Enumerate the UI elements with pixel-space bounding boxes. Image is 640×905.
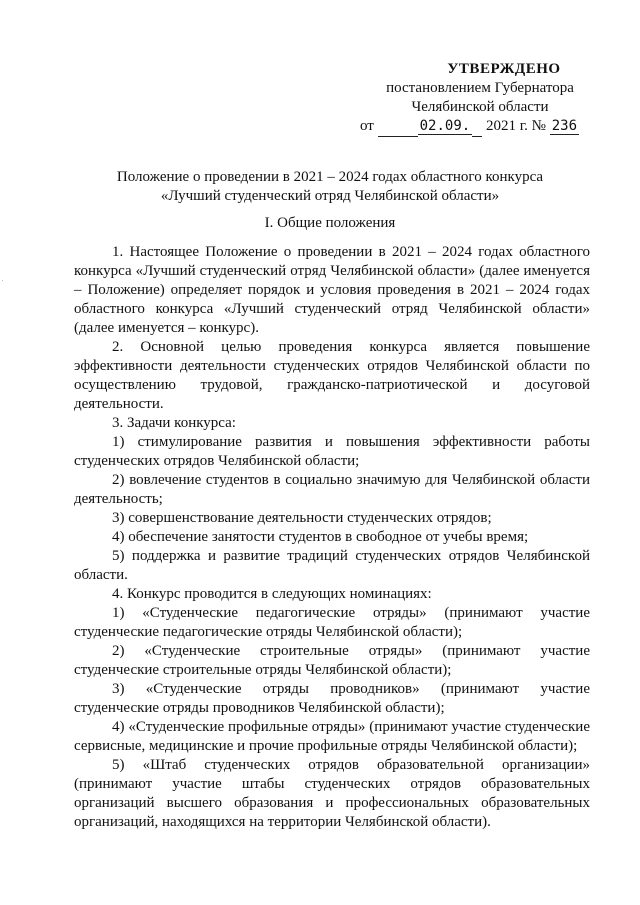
scan-artifact (2, 280, 3, 281)
approved-heading: УТВЕРЖДЕНО (447, 61, 561, 77)
list-item: 2) «Студенческие строительные отряды» (принимают участие студенческие строительные отряды Челябинской области); (74, 643, 590, 678)
title-line-2: «Лучший студенческий отряд Челябинской области» (160, 188, 500, 204)
section-heading: I. Общие положения (264, 215, 396, 231)
date-blank (378, 117, 418, 137)
paragraph: 1. Настоящее Положение о проведении в 2021 – 2024 годах областного конкурса «Лучший студенческий отряд Челябинской области» (далее именуется – Положение) определяет порядок и условия проведения в 2021 – 2024 годах областного конкурса «Лучший студенческий отряд Челябинской области» (далее именуется – конкурс). (74, 244, 590, 336)
approval-date-line (360, 117, 600, 137)
title-line-1: Положение о проведении в 2021 – 2024 годах областного конкурса (116, 169, 544, 185)
handwritten-number: 236 (551, 118, 578, 134)
date-blank-tail (472, 117, 482, 137)
approval-line-1: постановлением Губернатора (386, 80, 574, 96)
list-item: 4) «Студенческие профильные отряды» (принимают участие студенческие сервисные, медицинские и прочие профильные отряды Челябинской области); (74, 719, 590, 754)
paragraph: 2. Основной целью проведения конкурса является повышение эффективности деятельности студенческих отрядов Челябинской области по осуществлению трудовой, гражданско-патриотической и досуговой деятельности. (74, 339, 590, 412)
list-item: 3) совершенствование деятельности студенческих отрядов; (112, 510, 492, 526)
list-item: 1) стимулирование развития и повышения эффективности работы студенческих отрядов Челябинской области; (74, 434, 590, 469)
handwritten-date: 02.09. (419, 118, 471, 134)
list-item: 5) «Штаб студенческих отрядов образовательной организации» (принимают участие штабы студенческих отрядов образовательных организаций высшего образования и профессиональных образовательных организаций, находящихся на территории Челябинской области). (74, 757, 590, 830)
document-title (60, 168, 600, 206)
list-item: 2) вовлечение студентов в социально значимую для Челябинской области деятельность; (74, 472, 590, 507)
list-item: 4) обеспечение занятости студентов в свободное от учебы время; (112, 529, 529, 545)
year-number-label: 2021 г. № (485, 118, 546, 134)
paragraph: 4. Конкурс проводится в следующих номинациях: (112, 586, 432, 602)
body-text (74, 243, 590, 832)
from-prefix: от (360, 118, 374, 134)
list-item: 5) поддержка и развитие традиций студенческих отрядов Челябинской области. (74, 548, 590, 583)
list-item: 3) «Студенческие отряды проводников» (принимают участие студенческие отряды проводников Челябинской области); (74, 681, 590, 716)
approval-line-2: Челябинской области (411, 99, 549, 115)
list-item: 1) «Студенческие педагогические отряды» (принимают участие студенческие педагогические отряды Челябинской области); (74, 605, 590, 640)
paragraph: 3. Задачи конкурса: (112, 415, 236, 431)
approval-block (360, 60, 600, 137)
